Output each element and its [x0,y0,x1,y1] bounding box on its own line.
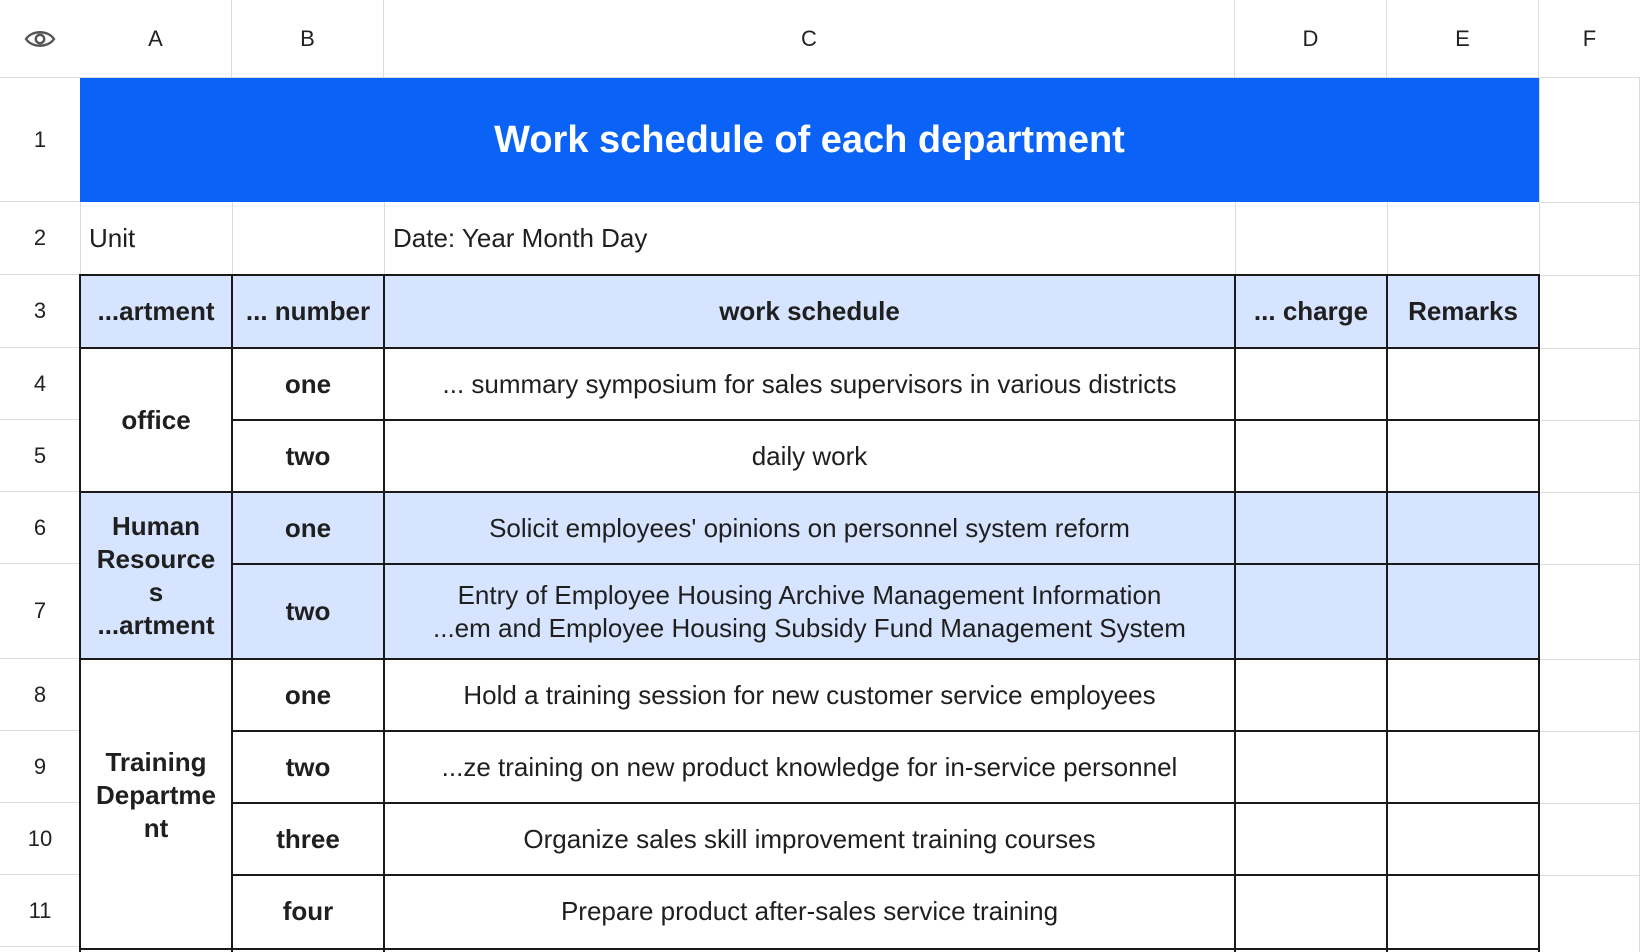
charge-cell-row7[interactable] [1235,564,1387,659]
unit-cell[interactable]: Unit [89,223,136,253]
row-header-2[interactable]: 2 [0,202,81,275]
eye-icon [24,28,56,50]
column-header-a[interactable]: A [80,0,232,78]
sheet-title[interactable]: Work schedule of each department [80,78,1539,202]
column-header-d[interactable]: D [1235,0,1387,78]
schedule-cell-row5[interactable]: daily work [751,440,868,471]
visibility-toggle[interactable] [0,0,81,78]
department-office[interactable]: office [121,404,191,435]
table-border [231,275,233,952]
charge-cell-row10[interactable] [1235,803,1387,875]
grid-line [1539,564,1640,565]
number-cell-row4[interactable]: one [284,368,332,399]
grid-line [1539,202,1640,203]
column-header-f[interactable]: F [1539,0,1640,78]
table-border [79,347,1540,349]
row-header-11[interactable]: 11 [0,875,81,947]
grid-line [1539,492,1640,493]
header-remarks[interactable]: Remarks [1387,275,1539,348]
row-header-1[interactable]: 1 [0,78,81,202]
schedule-cell-row7[interactable]: Entry of Employee Housing Archive Management Information ...em and Employee Housing Subsidy Fund Management System [384,564,1235,659]
table-border [79,274,1540,276]
row-header-7[interactable]: 7 [0,564,81,659]
column-header-e[interactable]: E [1387,0,1539,78]
grid-line [1539,659,1640,660]
grid-line [1539,420,1640,421]
column-header-c[interactable]: C [384,0,1235,78]
row-header-5[interactable]: 5 [0,420,81,492]
schedule-cell-row11[interactable]: Prepare product after-sales service training [560,895,1059,926]
number-cell-row6[interactable]: one [232,492,384,564]
remarks-cell-row11[interactable] [1387,875,1539,947]
charge-cell-row5[interactable] [1235,420,1387,492]
table-border [1234,275,1236,952]
grid-line [1539,731,1640,732]
grid-line [1539,803,1640,804]
schedule-cell-row8[interactable]: Hold a training session for new customer service employees [463,679,1156,710]
number-cell-row10[interactable]: three [276,823,340,854]
charge-cell-row4[interactable] [1235,348,1387,420]
charge-cell-row8[interactable] [1235,659,1387,731]
row-header-8[interactable]: 8 [0,659,81,731]
header-department[interactable]: ...artment [80,275,232,348]
row-header-9[interactable]: 9 [0,731,81,803]
table-border [79,948,1540,950]
header-charge[interactable]: ... charge [1235,275,1387,348]
table-border [231,730,1540,732]
table-border [231,802,1540,804]
remarks-cell-row10[interactable] [1387,803,1539,875]
table-border [79,275,81,952]
table-border [1538,275,1540,952]
table-border [79,491,1540,493]
remarks-cell-row9[interactable] [1387,731,1539,803]
row-header-6[interactable]: 6 [0,492,81,564]
number-cell-row7[interactable]: two [232,564,384,659]
remarks-cell-row5[interactable] [1387,420,1539,492]
schedule-cell-row6[interactable]: Solicit employees' opinions on personnel system reform [384,492,1235,564]
charge-cell-row11[interactable] [1235,875,1387,947]
remarks-cell-row8[interactable] [1387,659,1539,731]
grid-line [1539,78,1540,275]
grid-line [1235,202,1236,275]
table-border [231,563,1540,565]
table-border [79,658,1540,660]
table-border [231,419,1540,421]
remarks-cell-row7[interactable] [1387,564,1539,659]
table-border [231,874,1540,876]
grid-line [1387,202,1388,275]
schedule-cell-row10[interactable]: Organize sales skill improvement training courses [523,823,1096,854]
number-cell-row5[interactable]: two [285,440,331,471]
header-number[interactable]: ... number [232,275,384,348]
remarks-cell-row4[interactable] [1387,348,1539,420]
date-cell[interactable]: Date: Year Month Day [393,223,648,253]
department-human-resources[interactable]: Human Resource s ...artment [80,492,232,659]
column-header-b[interactable]: B [232,0,384,78]
table-border [1386,275,1388,952]
number-cell-row11[interactable]: four [282,895,334,926]
grid-line [232,202,233,275]
row-header-3[interactable]: 3 [0,275,81,348]
grid-line [1539,275,1640,276]
grid-line [1539,875,1640,876]
department-training[interactable]: Training Departme nt [96,747,216,843]
schedule-cell-row9[interactable]: ...ze training on new product knowledge for in-service personnel [441,751,1178,782]
header-work-schedule[interactable]: work schedule [384,275,1235,348]
charge-cell-row6[interactable] [1235,492,1387,564]
number-cell-row9[interactable]: two [285,751,331,782]
remarks-cell-row6[interactable] [1387,492,1539,564]
number-cell-row8[interactable]: one [284,679,332,710]
grid-line [1539,348,1640,349]
charge-cell-row9[interactable] [1235,731,1387,803]
row-header-4[interactable]: 4 [0,348,81,420]
table-border [383,275,385,952]
row-header-10[interactable]: 10 [0,803,81,875]
schedule-cell-row4[interactable]: ... summary symposium for sales supervisors in various districts [442,368,1177,399]
